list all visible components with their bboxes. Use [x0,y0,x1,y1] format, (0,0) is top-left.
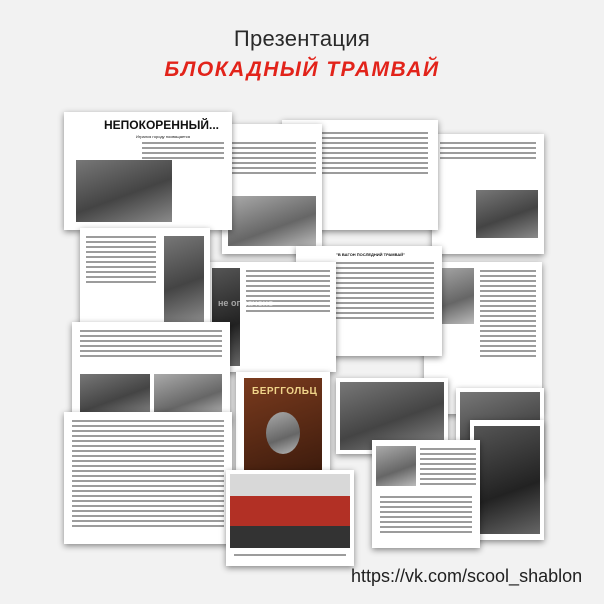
book-portrait [266,412,300,454]
slide-text [380,496,472,536]
slide-text [246,270,330,315]
slide-13 [64,412,232,544]
footer-url[interactable]: https://vk.com/scool_shablon [351,566,583,586]
cover-subtitle: Игрался городу посвящается [136,134,190,139]
cover-tram-photo [76,160,172,222]
slide-book [236,372,330,482]
slide-text [480,270,536,360]
slide-heading: "В ВАГОН ПОСЛЕДНИЙ ТРАМВАЙ" [336,252,405,257]
slide-15 [372,440,480,548]
slide-2 [222,124,322,254]
slide-cover [64,112,232,230]
slide-photo [476,190,538,238]
cover-title: НЕПОКОРЕННЫЙ... [104,118,220,132]
page-title: БЛОКАДНЫЙ ТРАМВАЙ [164,58,440,81]
slide-text [234,554,346,559]
slide-5 [80,228,210,328]
slide-text [228,142,316,177]
slide-16 [470,420,544,540]
slide-photo [376,446,416,486]
slide-photo [474,426,540,534]
slide-4 [432,134,544,254]
slide-text [420,448,476,488]
slide-photo [228,196,316,246]
slide-text [440,142,536,162]
slide-text [80,330,222,360]
page-subtitle: Презентация [233,26,371,51]
slide-text [72,420,224,530]
book-title: БЕРГГОЛЬЦ [252,386,318,397]
tram-photo [230,474,350,548]
watermark: не оплачено [218,298,274,308]
cover-text [142,142,224,162]
slide-text [86,236,156,286]
slide-14 [226,470,354,566]
slide-photo [164,236,204,322]
slide-9 [72,322,230,424]
